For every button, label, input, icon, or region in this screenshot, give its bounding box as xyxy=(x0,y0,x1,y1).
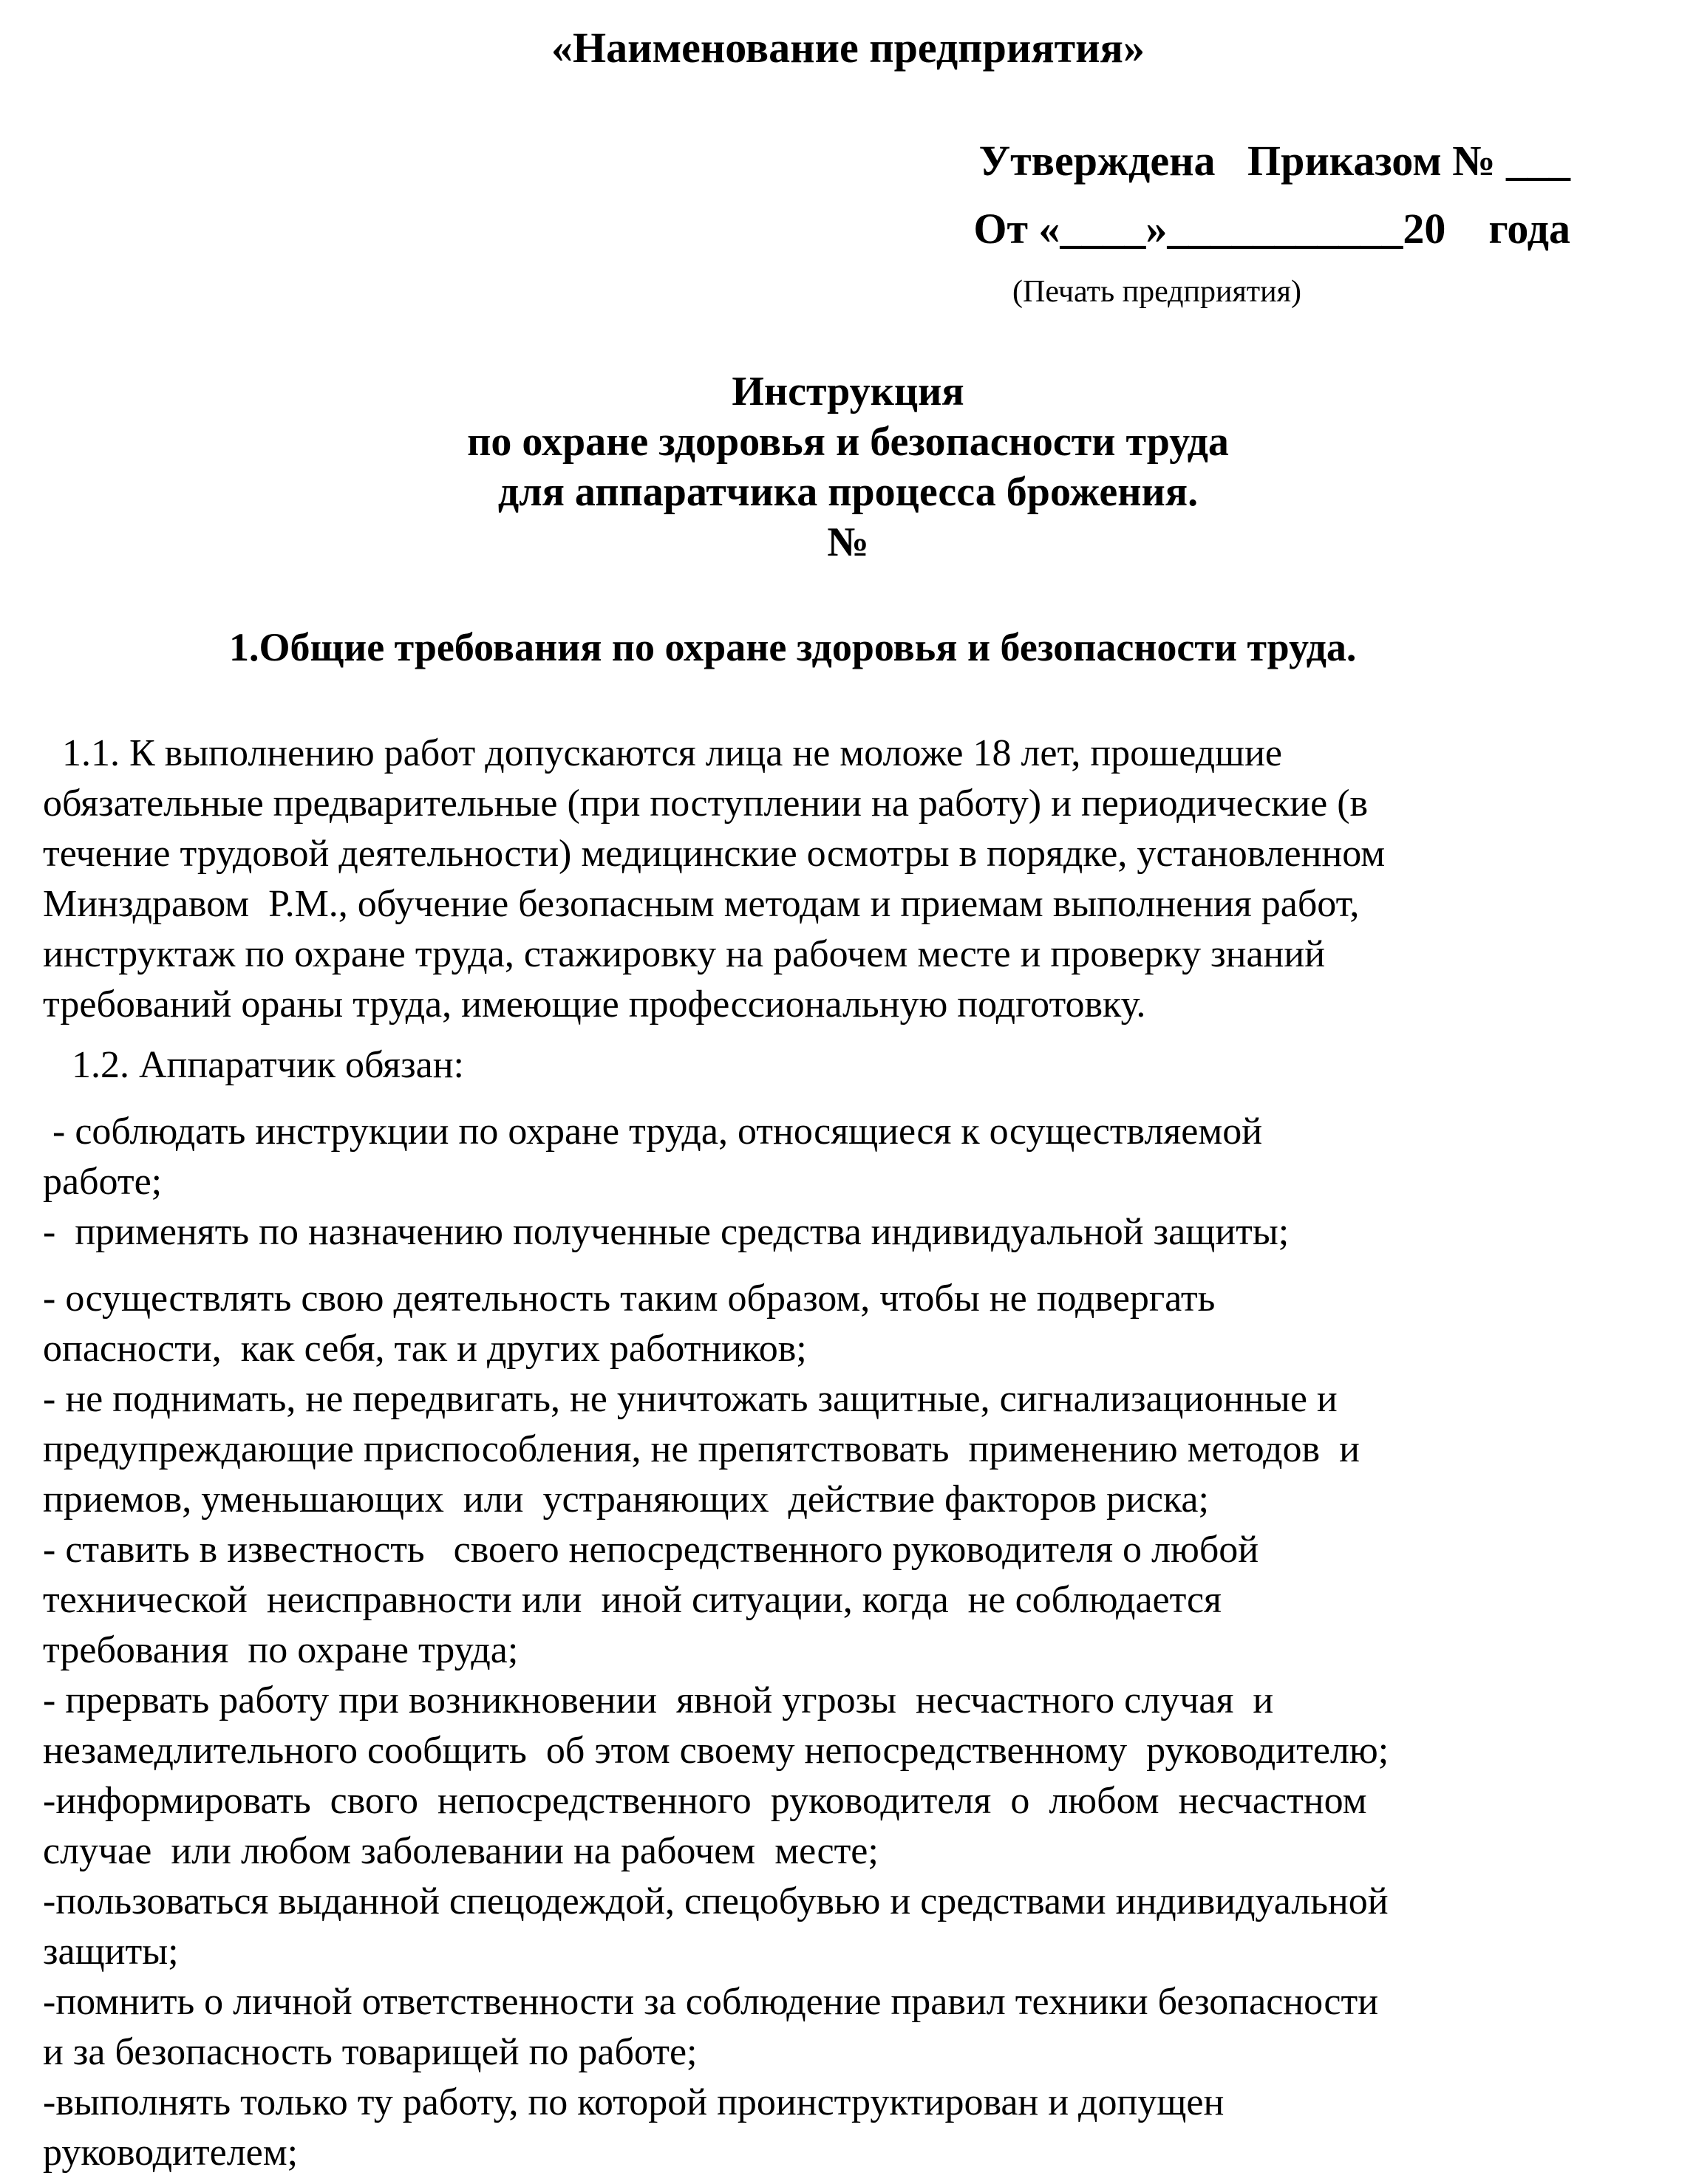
text-line: и за безопасность товарищей по работе; xyxy=(43,2031,698,2073)
text-line: работе; xyxy=(43,1161,163,1203)
text-line: - применять по назначению полученные средства индивидуальной защиты; xyxy=(43,1211,1290,1253)
text-line: опасности, как себя, так и других работников; xyxy=(43,1328,807,1370)
text-line: - не поднимать, не передвигать, не уничтожать защитные, сигнализационные и xyxy=(43,1378,1338,1420)
text-line: руководителем; xyxy=(43,2132,299,2174)
text-line: -пользоваться выданной спецодеждой, спецобувью и средствами индивидуальной xyxy=(43,1880,1389,1922)
text-line: обязательные предварительные (при поступлении на работу) и периодические (в xyxy=(43,782,1369,825)
approval-block xyxy=(973,127,1570,263)
text-line: требования по охране труда; xyxy=(43,1629,519,1671)
text-line: незамедлительного сообщить об этом своему непосредственному руководителю; xyxy=(43,1730,1389,1772)
stamp-placeholder: (Печать предприятия) xyxy=(1012,275,1301,309)
text-line: приемов, уменьшающих или устраняющих действие факторов риска; xyxy=(43,1478,1209,1521)
title-line-3: для аппаратчика процесса брожения. xyxy=(497,469,1199,515)
text-line: требований ораны труда, имеющие профессиональную подготовку. xyxy=(43,983,1146,1026)
text-line: - прервать работу при возникновении явной угрозы несчастного случая и xyxy=(43,1679,1274,1721)
section-1-body xyxy=(43,728,1573,2178)
title-line-2: по охране здоровья и безопасности труда xyxy=(467,419,1229,465)
text-line: технической неисправности или иной ситуации, когда не соблюдается xyxy=(43,1579,1222,1621)
title-line-1: Инструкция xyxy=(732,369,964,414)
text-line: -помнить о личной ответственности за соблюдение правил техники безопасности xyxy=(43,1981,1379,2023)
text-line: -выполнять только ту работу, по которой проинструктирован и допущен xyxy=(43,2081,1225,2123)
text-line: 1.2. Аппаратчик обязан: xyxy=(43,1044,464,1086)
text-line: защиты; xyxy=(43,1931,179,1973)
approval-date-line: От «____»___________20 года xyxy=(973,205,1570,253)
text-line: течение трудовой деятельности) медицинские осмотры в порядке, установленном xyxy=(43,833,1386,875)
text-line: - ставить в известность своего непосредственного руководителя о любой xyxy=(43,1529,1259,1571)
title-line-4: № xyxy=(827,519,869,565)
text-line: 1.1. К выполнению работ допускаются лица не моложе 18 лет, прошедшие xyxy=(43,732,1282,774)
text-line: инструктаж по охране труда, стажировку на рабочем месте и проверку знаний xyxy=(43,933,1326,975)
text-line: - соблюдать инструкции по охране труда, относящиеся к осуществляемой xyxy=(43,1110,1263,1153)
document-title xyxy=(0,366,1696,567)
section-1-heading: 1.Общие требования по охране здоровья и безопасности труда. xyxy=(229,625,1357,669)
text-line: Минздравом Р.М., обучение безопасным методам и приемам выполнения работ, xyxy=(43,883,1360,925)
text-line: случае или любом заболевании на рабочем месте; xyxy=(43,1830,879,1872)
organization-name: «Наименование предприятия» xyxy=(551,24,1145,72)
text-line: -информировать свого непосредственного руководителя о любом несчастном xyxy=(43,1780,1367,1822)
approval-order-line: Утверждена Приказом № ___ xyxy=(978,137,1570,185)
text-line: - осуществлять свою деятельность таким образом, чтобы не подвергать xyxy=(43,1277,1216,1320)
text-line: предупреждающие приспособления, не препятствовать применению методов и xyxy=(43,1428,1360,1470)
